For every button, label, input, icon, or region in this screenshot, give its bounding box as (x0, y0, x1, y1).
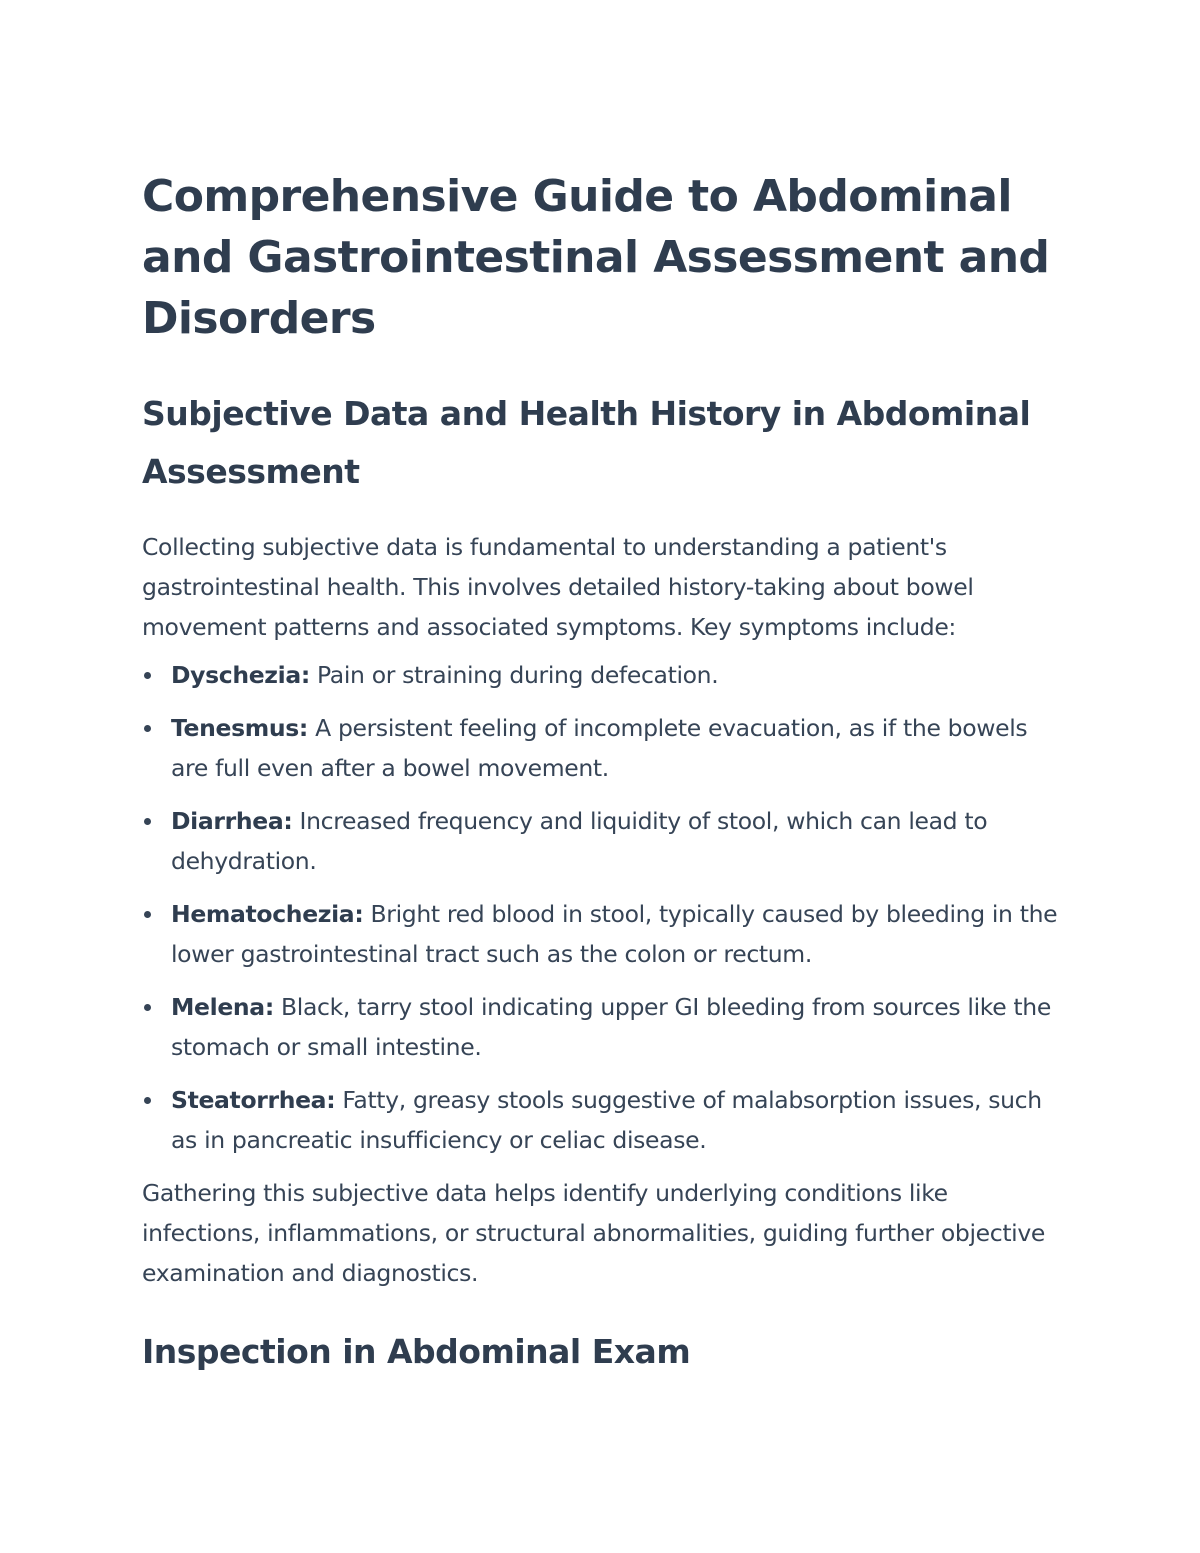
document-page (142, 166, 1062, 1381)
symptom-separator: : (283, 807, 293, 835)
symptom-description: Increased frequency and liquidity of stool, which can lead to dehydration. (171, 807, 988, 875)
list-item (142, 655, 1062, 695)
symptom-description: Bright red blood in stool, typically caused by bleeding in the lower gastrointestinal tract such as the colon or rectum. (171, 900, 1058, 968)
symptom-term: Dyschezia (171, 661, 301, 689)
symptom-description: Fatty, greasy stools suggestive of malabsorption issues, such as in pancreatic insufficiency or celiac disease. (171, 1086, 1042, 1154)
bullet-icon (144, 818, 151, 825)
list-item (142, 894, 1062, 974)
bullet-icon (144, 725, 151, 732)
symptom-description: Black, tarry stool indicating upper GI bleeding from sources like the stomach or small intestine. (171, 993, 1051, 1061)
symptom-separator: : (326, 1086, 336, 1114)
bullet-icon (144, 911, 151, 918)
symptom-description: A persistent feeling of incomplete evacuation, as if the bowels are full even after a bowel movement. (171, 714, 1028, 782)
document-title: Comprehensive Guide to Abdominal and Gastrointestinal Assessment and Disorders (142, 171, 1050, 344)
symptom-term: Tenesmus (171, 714, 299, 742)
section-heading-subjective-data: Subjective Data and Health History in Abdominal Assessment (142, 394, 1031, 491)
symptom-term: Melena (171, 993, 265, 1021)
symptom-list (142, 655, 1062, 1160)
section-heading-inspection: Inspection in Abdominal Exam (142, 1332, 691, 1371)
bullet-icon (144, 672, 151, 679)
symptom-term: Steatorrhea (171, 1086, 327, 1114)
list-item (142, 1080, 1062, 1160)
section-summary-paragraph: Gathering this subjective data helps identify underlying conditions like infections, inflammations, or structural abnormalities, guiding further objective examination and diagnostics. (142, 1179, 1046, 1287)
symptom-separator: : (298, 714, 308, 742)
symptom-description: Pain or straining during defecation. (309, 661, 719, 689)
list-item (142, 987, 1062, 1067)
bullet-icon (144, 1004, 151, 1011)
symptom-separator: : (354, 900, 364, 928)
symptom-separator: : (300, 661, 310, 689)
list-item (142, 708, 1062, 788)
section-intro-paragraph: Collecting subjective data is fundamental to understanding a patient's gastrointestinal health. This involves detailed history-taking about bowel movement patterns and associated symptoms. Key symptoms include: (142, 533, 974, 641)
symptom-separator: : (264, 993, 274, 1021)
symptom-term: Diarrhea (171, 807, 284, 835)
bullet-icon (144, 1097, 151, 1104)
symptom-term: Hematochezia (171, 900, 355, 928)
list-item (142, 801, 1062, 881)
